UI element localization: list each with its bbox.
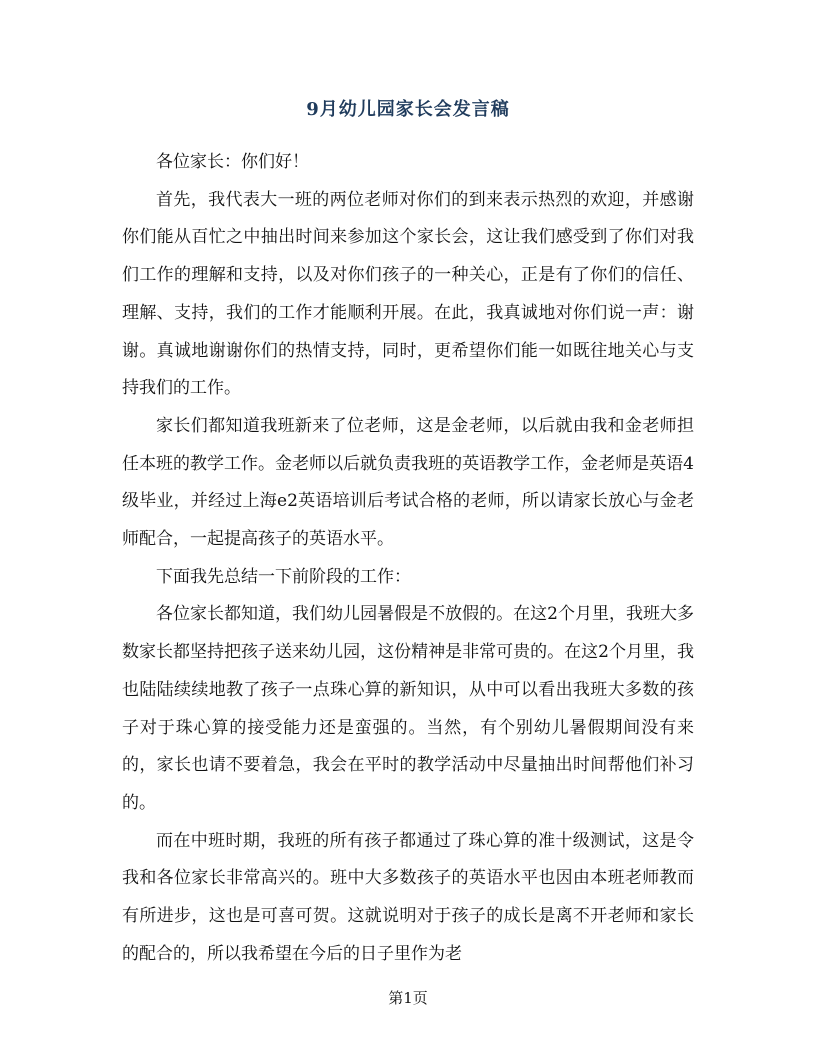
welcome-paragraph: 首先，我代表大一班的两位老师对你们的到来表示热烈的欢迎，并感谢你们能从百忙之中抽出时间来参加这个家长会，这让我们感受到了你们对我们工作的理解和支持，以及对你们孩子的一种关心，正是有了你们的信任、理解、支持，我们的工作才能顺利开展。在此，我真诚地对你们说一声：谢谢。真诚地谢谢你们的热情支持，同时，更希望你们能一如既往地关心与支持我们的工作。 <box>122 189 694 399</box>
greeting-paragraph: 各位家长：你们好！ <box>156 152 309 172</box>
summer-work-paragraph: 各位家长都知道，我们幼儿园暑假是不放假的。在这2个月里，我班大多数家长都坚持把孩子送来幼儿园，这份精神是非常可贵的。在这2个月里，我也陆陆续续地教了孩子一点珠心算的新知识，从中可以看出我班大多数的孩子对于珠心算的接受能力还是蛮强的。当然，有个别幼儿暑假期间没有来的，家长也请不要着急，我会在平时的教学活动中尽量抽出时间帮他们补习的。 <box>122 604 694 813</box>
summary-intro-paragraph: 下面我先总结一下前阶段的工作： <box>156 566 411 587</box>
page-number: 第1页 <box>388 989 428 1007</box>
middle-class-paragraph: 而在中班时期，我班的所有孩子都通过了珠心算的准十级测试，这是令我和各位家长非常高兴的。班中大多数孩子的英语水平也因由本班老师教而有所进步，这也是可喜可贺。这就说明对于孩子的成长是离不开老师和家长的配合的，所以我希望在今后的日子里作为老 <box>122 830 694 964</box>
document-body <box>122 144 694 973</box>
new-teacher-paragraph: 家长们都知道我班新来了位老师，这是金老师，以后就由我和金老师担任本班的教学工作。金老师以后就负责我班的英语教学工作，金老师是英语4级毕业，并经过上海e2英语培训后考试合格的老师，所以请家长放心与金老师配合，一起提高孩子的英语水平。 <box>122 415 694 550</box>
document-title: 9月幼儿园家长会发言稿 <box>306 99 510 120</box>
